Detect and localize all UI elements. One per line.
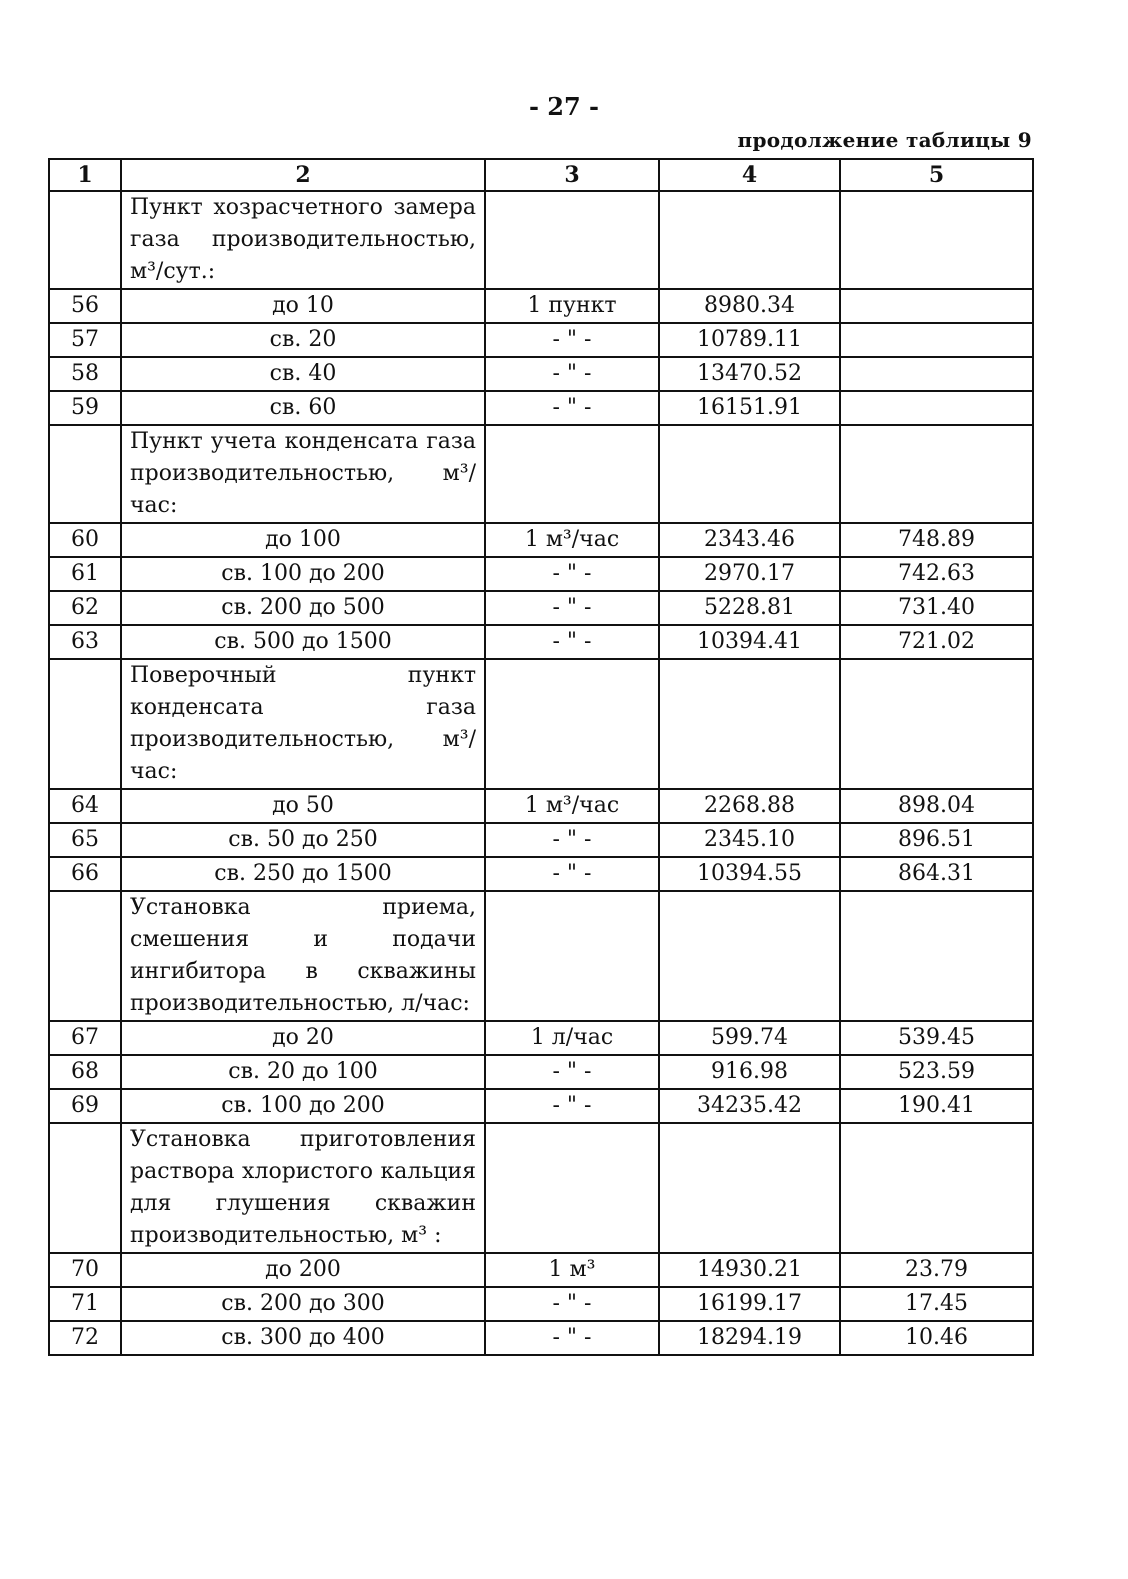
row-col5 — [840, 357, 1033, 391]
row-unit: 1 м³/час — [485, 789, 659, 823]
row-col4: 18294.19 — [659, 1321, 840, 1355]
column-header: 2 — [121, 159, 485, 191]
row-name: до 20 — [121, 1021, 485, 1055]
row-col5: 539.45 — [840, 1021, 1033, 1055]
row-number: 62 — [49, 591, 121, 625]
table-row — [49, 1287, 1033, 1321]
row-number: 56 — [49, 289, 121, 323]
row-col4: 5228.81 — [659, 591, 840, 625]
table-row — [49, 1055, 1033, 1089]
row-unit: - " - — [485, 1321, 659, 1355]
row-col5: 190.41 — [840, 1089, 1033, 1123]
row-name: св. 20 до 100 — [121, 1055, 485, 1089]
row-col4: 10394.41 — [659, 625, 840, 659]
table-row — [49, 591, 1033, 625]
table-row — [49, 1021, 1033, 1055]
row-name: до 50 — [121, 789, 485, 823]
row-col4: 13470.52 — [659, 357, 840, 391]
row-col4: 2268.88 — [659, 789, 840, 823]
row-unit: 1 пункт — [485, 289, 659, 323]
row-col5: 523.59 — [840, 1055, 1033, 1089]
table-row — [49, 789, 1033, 823]
row-col4: 916.98 — [659, 1055, 840, 1089]
row-number: 61 — [49, 557, 121, 591]
row-unit: - " - — [485, 1287, 659, 1321]
row-name: до 200 — [121, 1253, 485, 1287]
row-name: св. 20 — [121, 323, 485, 357]
row-col4: 14930.21 — [659, 1253, 840, 1287]
row-col5: 748.89 — [840, 523, 1033, 557]
row-col4: 2343.46 — [659, 523, 840, 557]
data-table — [48, 158, 1034, 1356]
column-header: 5 — [840, 159, 1033, 191]
row-col5 — [840, 323, 1033, 357]
section-header-row — [49, 891, 1033, 1021]
section-description: Поверочный пункт конденсата газа производительностью, м³/час: — [121, 659, 485, 789]
row-unit: - " - — [485, 357, 659, 391]
row-col5: 896.51 — [840, 823, 1033, 857]
row-name: до 10 — [121, 289, 485, 323]
section-header-row — [49, 425, 1033, 523]
row-col4: 10789.11 — [659, 323, 840, 357]
row-number: 67 — [49, 1021, 121, 1055]
row-number: 59 — [49, 391, 121, 425]
row-unit: - " - — [485, 391, 659, 425]
column-header: 3 — [485, 159, 659, 191]
row-col4: 8980.34 — [659, 289, 840, 323]
row-unit: 1 л/час — [485, 1021, 659, 1055]
row-col4: 10394.55 — [659, 857, 840, 891]
row-col4: 16151.91 — [659, 391, 840, 425]
row-name: св. 50 до 250 — [121, 823, 485, 857]
table-row — [49, 523, 1033, 557]
row-unit: - " - — [485, 591, 659, 625]
row-unit: 1 м³ — [485, 1253, 659, 1287]
row-col5: 23.79 — [840, 1253, 1033, 1287]
row-name: св. 60 — [121, 391, 485, 425]
row-number: 57 — [49, 323, 121, 357]
row-col5: 731.40 — [840, 591, 1033, 625]
table-continuation-caption: продолжение таблицы 9 — [737, 128, 1032, 152]
row-name: св. 40 — [121, 357, 485, 391]
row-col5: 721.02 — [840, 625, 1033, 659]
row-col5: 898.04 — [840, 789, 1033, 823]
row-name: св. 200 до 500 — [121, 591, 485, 625]
row-number: 65 — [49, 823, 121, 857]
row-col4: 599.74 — [659, 1021, 840, 1055]
section-description: Пункт хозрасчетного замера газа производительностью, м³/сут.: — [121, 191, 485, 289]
column-header: 1 — [49, 159, 121, 191]
page-number: - 27 - — [528, 92, 600, 121]
row-col5: 10.46 — [840, 1321, 1033, 1355]
row-col4: 16199.17 — [659, 1287, 840, 1321]
table-row — [49, 557, 1033, 591]
section-description: Установка приготовления раствора хлористого кальция для глушения скважин производительностью, м³ : — [121, 1123, 485, 1253]
row-number: 71 — [49, 1287, 121, 1321]
row-unit: - " - — [485, 823, 659, 857]
table-row — [49, 823, 1033, 857]
row-col5: 17.45 — [840, 1287, 1033, 1321]
row-unit: - " - — [485, 1055, 659, 1089]
table-row — [49, 857, 1033, 891]
table-row — [49, 357, 1033, 391]
table-row — [49, 625, 1033, 659]
row-unit: 1 м³/час — [485, 523, 659, 557]
row-unit: - " - — [485, 323, 659, 357]
row-col5: 864.31 — [840, 857, 1033, 891]
section-header-row — [49, 659, 1033, 789]
row-unit: - " - — [485, 1089, 659, 1123]
section-header-row — [49, 1123, 1033, 1253]
table-row — [49, 1321, 1033, 1355]
row-name: св. 300 до 400 — [121, 1321, 485, 1355]
table-row — [49, 289, 1033, 323]
row-col4: 2345.10 — [659, 823, 840, 857]
section-description: Установка приема, смешения и подачи ингибитора в скважины производительностью, л/час: — [121, 891, 485, 1021]
table-row — [49, 323, 1033, 357]
row-name: св. 500 до 1500 — [121, 625, 485, 659]
row-unit: - " - — [485, 557, 659, 591]
table-row — [49, 391, 1033, 425]
row-col5: 742.63 — [840, 557, 1033, 591]
row-number: 69 — [49, 1089, 121, 1123]
table-header-row — [49, 159, 1033, 191]
row-number: 68 — [49, 1055, 121, 1089]
row-name: св. 100 до 200 — [121, 557, 485, 591]
section-description: Пункт учета конденсата газа производительностью, м³/час: — [121, 425, 485, 523]
row-unit: - " - — [485, 857, 659, 891]
row-number: 63 — [49, 625, 121, 659]
row-col5 — [840, 289, 1033, 323]
table-row — [49, 1253, 1033, 1287]
row-col5 — [840, 391, 1033, 425]
row-number: 72 — [49, 1321, 121, 1355]
row-col4: 34235.42 — [659, 1089, 840, 1123]
row-name: св. 100 до 200 — [121, 1089, 485, 1123]
row-name: св. 200 до 300 — [121, 1287, 485, 1321]
table-row — [49, 1089, 1033, 1123]
row-number: 58 — [49, 357, 121, 391]
column-header: 4 — [659, 159, 840, 191]
row-number: 66 — [49, 857, 121, 891]
row-name: до 100 — [121, 523, 485, 557]
row-number: 70 — [49, 1253, 121, 1287]
row-col4: 2970.17 — [659, 557, 840, 591]
row-number: 64 — [49, 789, 121, 823]
row-name: св. 250 до 1500 — [121, 857, 485, 891]
row-number: 60 — [49, 523, 121, 557]
row-unit: - " - — [485, 625, 659, 659]
section-header-row — [49, 191, 1033, 289]
